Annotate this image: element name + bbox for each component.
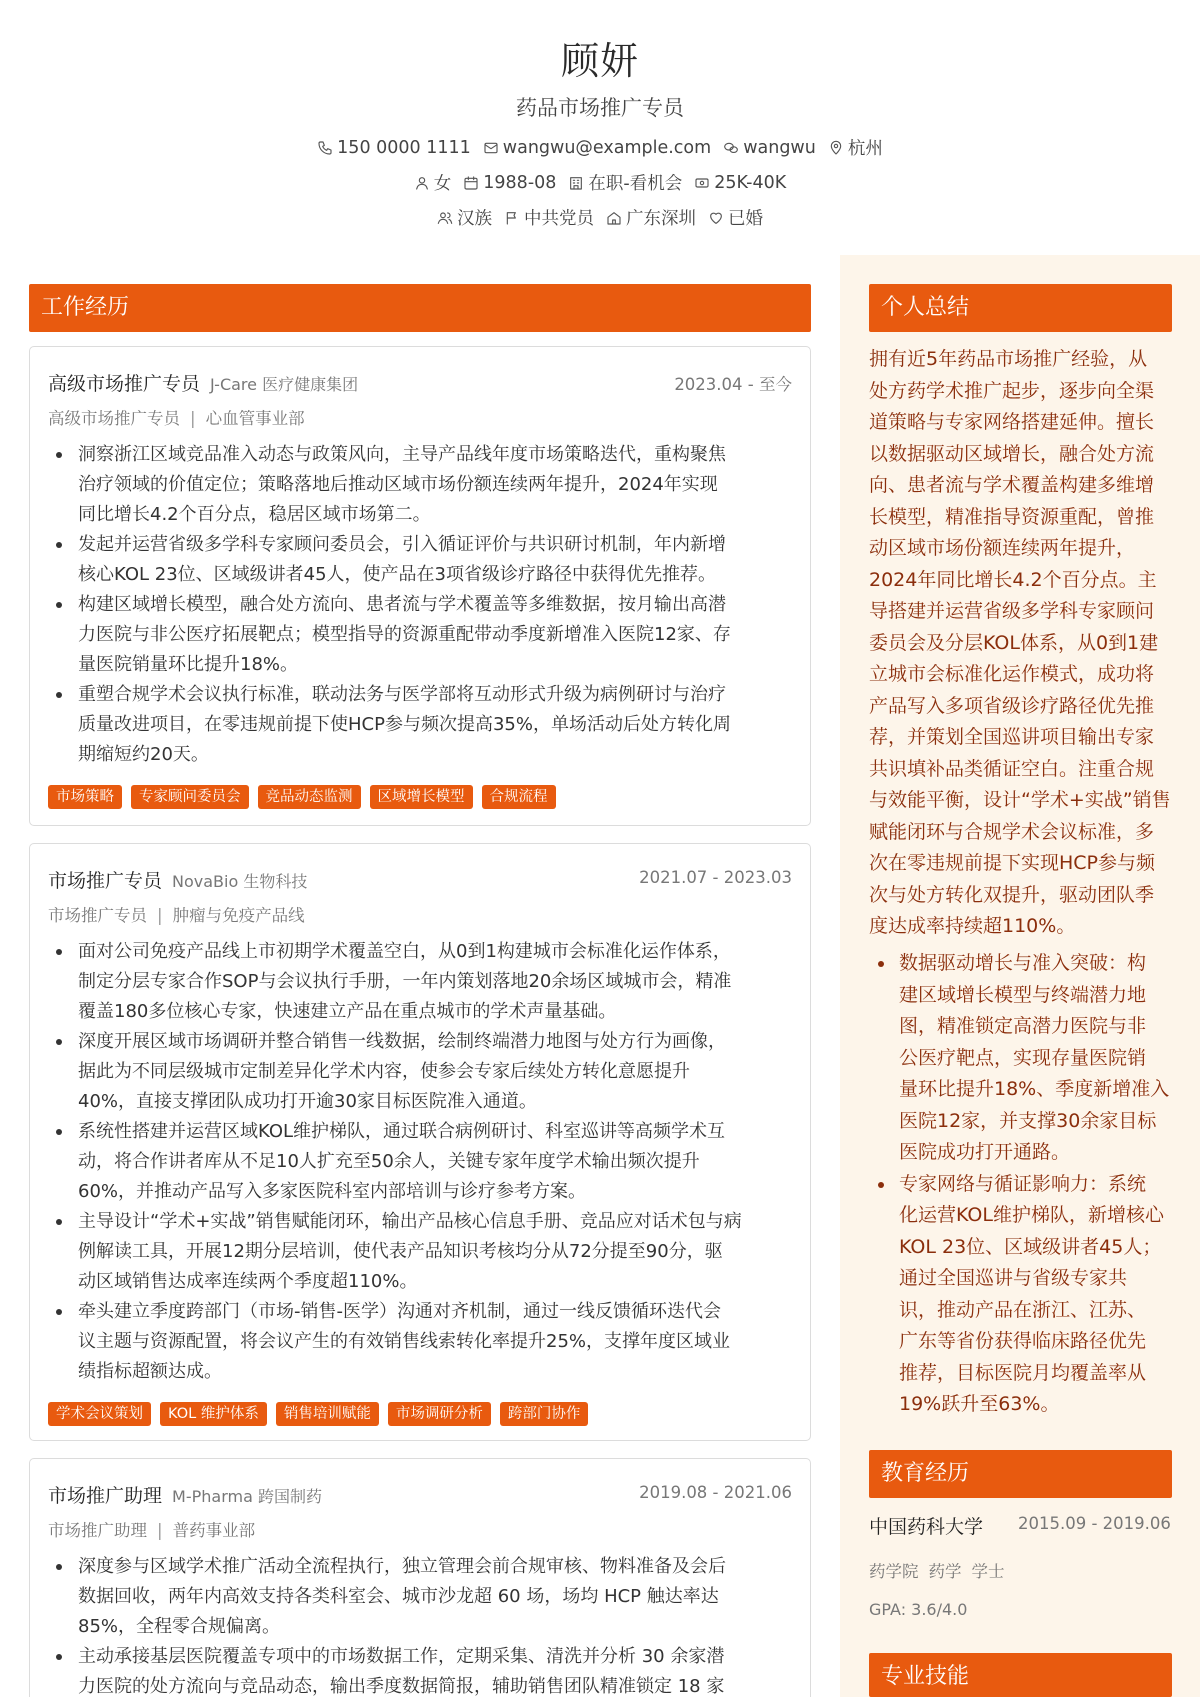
- job-dates: 2023.04 - 至今: [674, 375, 792, 394]
- email-item[interactable]: [483, 138, 711, 158]
- job-subtitle: [48, 405, 305, 429]
- wechat-icon: [723, 140, 739, 156]
- city-text: 杭州: [847, 139, 883, 159]
- skill-tag: 竞品动态监测: [258, 785, 361, 809]
- salary-text: 25K-40K: [714, 172, 787, 193]
- work-section-title: 工作经历: [41, 295, 130, 320]
- email-text: wangwu@example.com: [502, 137, 712, 158]
- calendar-icon: [463, 175, 479, 191]
- hometown-item: [606, 205, 696, 230]
- skill-tags: [48, 1402, 597, 1426]
- skill-tag: 合规流程: [482, 785, 556, 809]
- background-row: [0, 205, 1200, 230]
- personal-row: [0, 170, 1200, 195]
- job-department: 普药事业部: [172, 1521, 256, 1540]
- job-heading: [48, 1481, 322, 1508]
- user-icon: [414, 175, 430, 191]
- heart-icon: [708, 210, 724, 226]
- skill-tag: 市场策略: [48, 785, 122, 809]
- job-bullet: 主导设计“学术+实战”销售赋能闭环，输出产品核心信息手册、竞品应对话术包与病 例解读工具，开展12期分层培训，使代表产品知识考核均分从72分提至90分，驱 动区域销售达成率连续两个季度超110%。: [48, 1207, 792, 1297]
- politics-text: 中共党员: [524, 209, 594, 229]
- major: 药学: [928, 1562, 962, 1581]
- education-detail: [869, 1558, 1015, 1582]
- gpa: GPA: 3.6/4.0: [869, 1600, 968, 1619]
- gender-item: [414, 170, 452, 195]
- flag-icon: [504, 210, 520, 226]
- education-section-header: [869, 1450, 1172, 1498]
- job-sub-role: 市场推广助理: [48, 1521, 147, 1540]
- ethnicity-item: [437, 205, 492, 230]
- skill-tag: 专家顾问委员会: [131, 785, 249, 809]
- skill-tag: 区域增长模型: [370, 785, 473, 809]
- job-subtitle: [48, 902, 305, 926]
- users-icon: [437, 210, 453, 226]
- job-card: [29, 346, 811, 826]
- summary-highlights: [869, 948, 1174, 1421]
- job-bullet: 深度开展区域市场调研并整合销售一线数据，绘制终端潜力地图与处方行为画像， 据此为不同层级城市定制差异化学术内容，使参会专家后续处方转化意愿提升 40%，直接支撑团队成功打开逾30家目标医院准入通道。: [48, 1027, 792, 1117]
- job-card: [29, 1458, 811, 1697]
- job-bullets: [48, 937, 792, 1387]
- job-subtitle: [48, 1517, 255, 1541]
- education-dates: 2015.09 - 2019.06: [1018, 1514, 1171, 1533]
- skill-tag: KOL 维护体系: [160, 1402, 267, 1426]
- job-department: 肿瘤与免疫产品线: [172, 906, 305, 925]
- skill-tag: 学术会议策划: [48, 1402, 151, 1426]
- job-bullets: [48, 440, 792, 770]
- work-section-header: [29, 284, 811, 332]
- job-role: 市场推广助理: [48, 1485, 163, 1507]
- ethnicity-text: 汉族: [457, 209, 492, 229]
- skill-tag: 跨部门协作: [500, 1402, 589, 1426]
- job-bullet: 面对公司免疫产品线上市初期学术覆盖空白，从0到1构建城市会标准化运作体系， 制定分层专家合作SOP与会议执行手册，一年内策划落地20余场区域城市会，精准 覆盖180多位核心专家，快速建立产品在重点城市的学术声量基础。: [48, 937, 792, 1027]
- gender-text: 女: [433, 174, 452, 194]
- job-company: M-Pharma 跨国制药: [172, 1487, 322, 1506]
- job-bullet: 发起并运营省级多学科专家顾问委员会，引入循证评价与共识研讨机制，年内新增 核心KOL 23位、区域级讲者45人，使产品在3项省级诊疗路径中获得优先推荐。: [48, 530, 792, 590]
- job-bullet: 牵头建立季度跨部门（市场-销售-医学）沟通对齐机制，通过一线反馈循环迭代会 议主题与资源配置，将会议产生的有效销售线索转化率提升25%，支撑年度区域业 绩指标超额达成。: [48, 1297, 792, 1387]
- job-bullet: 深度参与区域学术推广活动全流程执行，独立管理会前合规审核、物料准备及会后 数据回收，两年内高效支持各类科室会、城市沙龙超 60 场，场均 HCP 触达率达 85%，全程零合规偏离。: [48, 1552, 792, 1642]
- job-bullet: 重塑合规学术会议执行标准，联动法务与医学部将互动形式升级为病例研讨与治疗 质量改进项目，在零违规前提下使HCP参与频次提高35%，单场活动后处方转化周 期缩短约20天。: [48, 680, 792, 770]
- skill-tag: 销售培训赋能: [276, 1402, 379, 1426]
- college: 药学院: [869, 1562, 919, 1581]
- summary-highlight: 专家网络与循证影响力：系统 化运营KOL维护梯队，新增核心 KOL 23位、区域级讲者45人； 通过全国巡讲与省级专家共 识，推动产品在浙江、江苏、 广东等省份获得临床路径优先 推荐，目标医院月均覆盖率从 19%跃升至63%。: [869, 1169, 1174, 1421]
- skills-section-header: [869, 1653, 1172, 1697]
- skill-tags: [48, 785, 565, 809]
- job-bullet: 主动承接基层医院覆盖专项中的市场数据工作，定期采集、清洗并分析 30 余家潜 力医院的处方流向与竞品动态，输出季度数据简报，辅助销售团队精准锁定 18 家: [48, 1642, 792, 1697]
- job-role: 高级市场推广专员: [48, 373, 201, 395]
- hometown-text: 广东深圳: [626, 209, 696, 229]
- birth-item: [463, 173, 556, 193]
- separator: |: [157, 906, 163, 925]
- wechat-text: wangwu: [743, 137, 816, 158]
- mail-icon: [483, 140, 499, 156]
- skills-section-title: 专业技能: [881, 1664, 970, 1689]
- phone-text: 150 0000 1111: [337, 137, 471, 158]
- contact-row: [0, 135, 1200, 160]
- summary-paragraph: 拥有近5年药品市场推广经验，从 处方药学术推广起步，逐步向全渠 道策略与专家网络搭建延伸。擅长 以数据驱动区域增长，融合处方流 向、患者流与学术覆盖构建多维增 长模型，精准指导资源重配，曾推 动区域市场份额连续两年提升， 2024年同比增长4.2个百分点。主 导搭建并运营省级多学科专家顾问 委员会及分层KOL体系，从0到1建 立城市会标准化运作模式，成功将 产品写入多项省级诊疗路径优先推 荐，并策划全国巡讲项目输出专家 共识填补品类循证空白。注重合规 与效能平衡，设计“学术+实战”销售 赋能闭环与合规学术会议标准，多 次在零违规前提下实现HCP参与频 次与处方转化双提升，驱动团队季 度达成率持续超110%。: [869, 348, 1171, 937]
- job-bullet: 洞察浙江区域竞品准入动态与政策风向，主导产品线年度市场策略迭代，重构聚焦 治疗领域的价值定位；策略落地后推动区域市场份额连续两年提升，2024年实现 同比增长4.2个百分点，稳居区域市场第二。: [48, 440, 792, 530]
- target-position: 药品市场推广专员: [516, 96, 684, 120]
- job-role: 市场推广专员: [48, 870, 163, 892]
- location-pin-icon: [828, 140, 844, 156]
- phone-icon: [317, 140, 333, 156]
- phone-item[interactable]: [317, 138, 471, 158]
- status-item: [568, 170, 682, 195]
- city-item: [828, 135, 883, 160]
- skill-tag: 市场调研分析: [388, 1402, 491, 1426]
- marital-text: 已婚: [728, 209, 763, 229]
- job-dates: 2021.07 - 2023.03: [639, 868, 792, 887]
- job-bullet: 系统性搭建并运营区域KOL维护梯队，通过联合病例研讨、科室巡讲等高频学术互 动，将合作讲者库从不足10人扩充至50余人，关键专家年度学术输出频次提升 60%，并推动产品写入多家医院科室内部培训与诊疗参考方案。: [48, 1117, 792, 1207]
- birth-text: 1988-08: [483, 172, 557, 193]
- summary-section-header: [869, 284, 1172, 332]
- job-dates: 2019.08 - 2021.06: [639, 1483, 792, 1502]
- job-heading: [48, 369, 358, 396]
- degree: 学士: [971, 1562, 1005, 1581]
- job-heading: [48, 866, 307, 893]
- building-icon: [568, 175, 584, 191]
- job-company: J-Care 医疗健康集团: [210, 375, 359, 394]
- summary-highlight: 数据驱动增长与准入突破：构 建区域增长模型与终端潜力地 图，精准锁定高潜力医院与非 公医疗靶点，实现存量医院销 量环比提升18%、季度新增准入 医院12家，并支撑30余家目标 医院成功打开通路。: [869, 948, 1174, 1169]
- separator: |: [190, 409, 196, 428]
- education-section-title: 教育经历: [881, 1461, 970, 1486]
- candidate-name: 顾妍: [560, 39, 639, 83]
- politics-item: [504, 205, 594, 230]
- school-name: 中国药科大学: [869, 1516, 984, 1538]
- job-bullet: 构建区域增长模型，融合处方流向、患者流与学术覆盖等多维数据，按月输出高潜 力医院与非公医疗拓展靶点；模型指导的资源重配带动季度新增准入医院12家、存 量医院销量环比提升18%。: [48, 590, 792, 680]
- salary-item: [694, 173, 786, 193]
- money-icon: [694, 175, 710, 191]
- job-department: 心血管事业部: [205, 409, 305, 428]
- home-icon: [606, 210, 622, 226]
- job-sub-role: 市场推广专员: [48, 906, 147, 925]
- job-sub-role: 高级市场推广专员: [48, 409, 180, 428]
- job-company: NovaBio 生物科技: [172, 872, 308, 891]
- summary-section-title: 个人总结: [881, 295, 970, 320]
- resume-header: [0, 0, 1200, 250]
- wechat-item[interactable]: [723, 138, 816, 158]
- job-card: [29, 843, 811, 1441]
- job-bullets: [48, 1552, 792, 1697]
- separator: |: [157, 1521, 163, 1540]
- status-text: 在职-看机会: [588, 174, 683, 194]
- marital-item: [708, 205, 763, 230]
